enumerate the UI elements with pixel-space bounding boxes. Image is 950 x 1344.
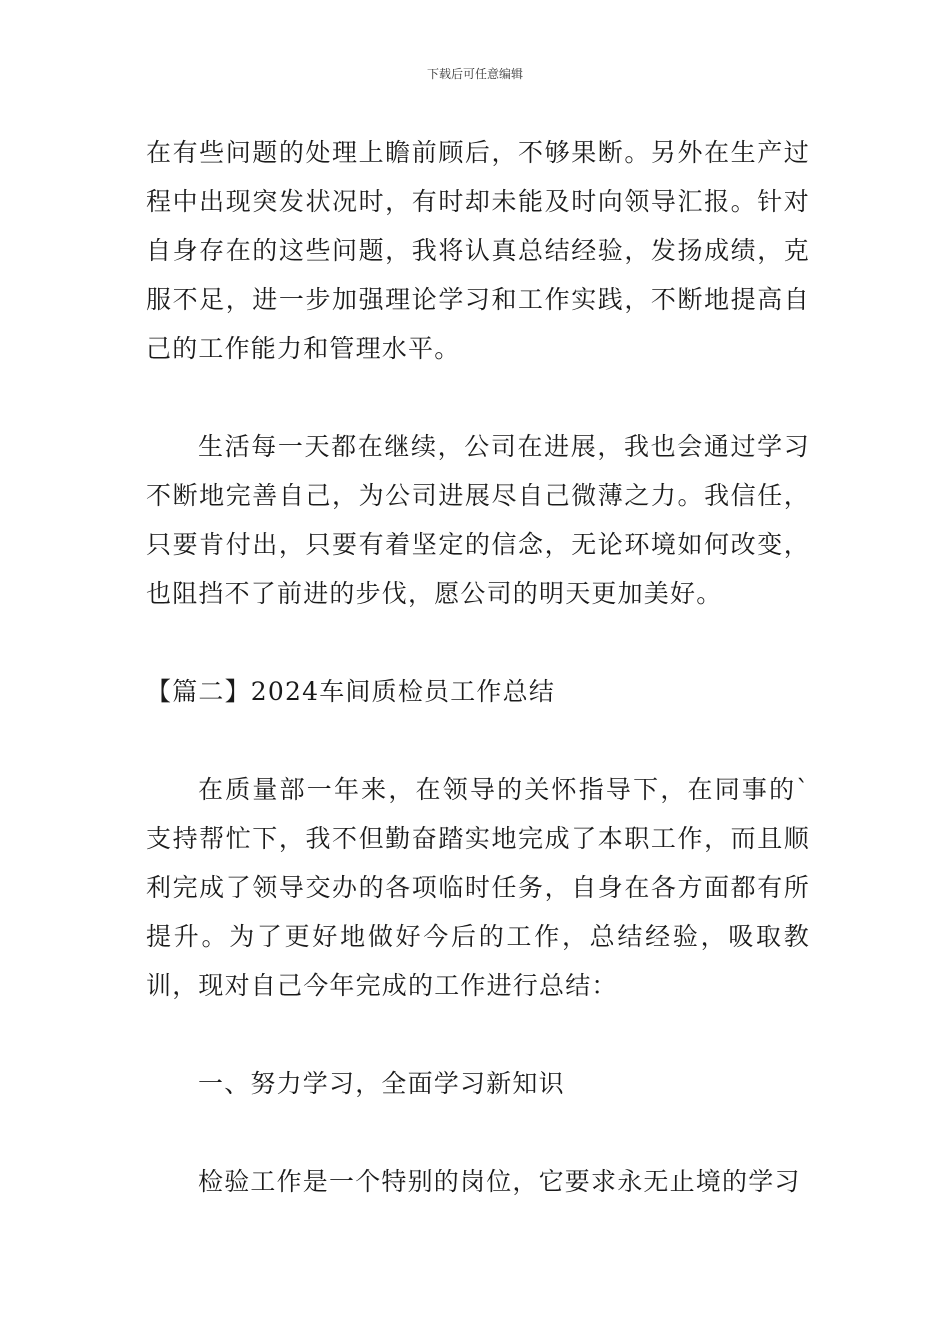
paragraph-continuation: 在有些问题的处理上瞻前顾后，不够果断。另外在生产过程中出现突发状况时，有时却未能及时向领导汇报。针对自身存在的这些问题，我将认真总结经验，发扬成绩，克服不足，进一步加强理论学习和工作实践，不断地提高自己的工作能力和管理水平。 bbox=[146, 138, 810, 363]
section-title: 【篇二】2024车间质检员工作总结 bbox=[146, 677, 556, 706]
paragraph-inspection: 检验工作是一个特别的岗位，它要求永无止境的学习 bbox=[198, 1167, 801, 1196]
paragraph-closing: 生活每一天都在继续，公司在进展，我也会通过学习不断地完善自己，为公司进展尽自己微薄之力。我信任，只要肯付出，只要有着坚定的信念，无论环境如何改变，也阻挡不了前进的步伐，愿公司的明天更加美好。 bbox=[146, 432, 810, 608]
subheading-learning: 一、努力学习，全面学习新知识 bbox=[198, 1069, 565, 1098]
document-body bbox=[146, 128, 810, 1206]
paragraph-intro: 在质量部一年来，在领导的关怀指导下，在同事的`支持帮忙下，我不但勤奋踏实地完成了本职工作，而且顺利完成了领导交办的各项临时任务，自身在各方面都有所提升。为了更好地做好今后的工作，总结经验，吸取教训，现对自己今年完成的工作进行总结： bbox=[146, 775, 810, 1000]
page-header-note: 下载后可任意编辑 bbox=[426, 67, 523, 81]
